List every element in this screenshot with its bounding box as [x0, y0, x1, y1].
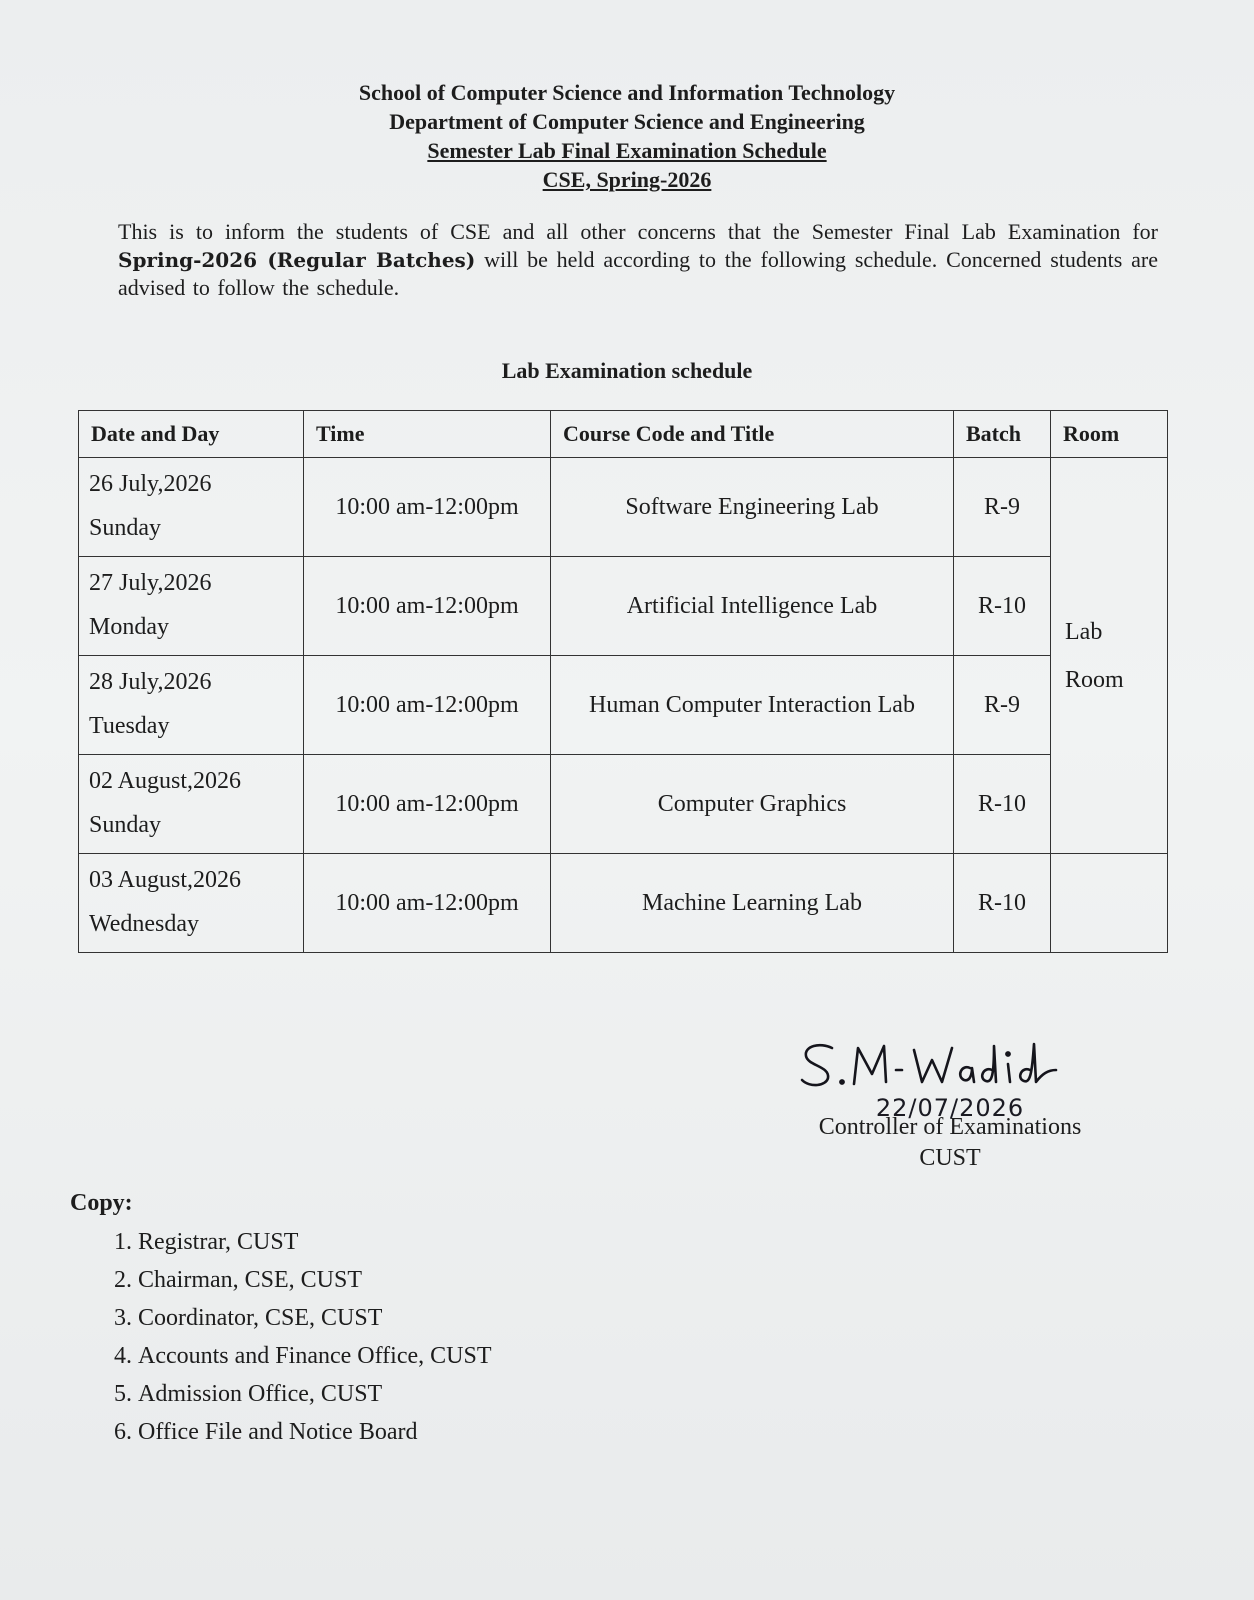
- intro-text-1: This is to inform the students of CSE and all other concerns that the Semester Final Lab Examination for: [118, 219, 1158, 244]
- header-date: Date and Day: [79, 411, 304, 458]
- signatory-org: CUST: [919, 1145, 981, 1171]
- intro-paragraph: [118, 218, 1158, 302]
- date-cell: [79, 458, 304, 557]
- exam-day: Sunday: [89, 515, 161, 541]
- room-line-1: Lab: [1065, 618, 1103, 645]
- date-cell: [79, 755, 304, 854]
- header-course: Course Code and Title: [551, 411, 954, 458]
- handwritten-signature: [780, 1040, 1120, 1120]
- copy-list: [70, 1223, 491, 1451]
- table-row: [79, 557, 1168, 656]
- signature-date: 22/07/2026: [875, 1094, 1025, 1120]
- course-cell: Human Computer Interaction Lab: [551, 656, 954, 755]
- time-cell: 10:00 am-12:00pm: [304, 656, 551, 755]
- exam-date: 28 July,2026: [89, 669, 212, 695]
- table-row: [79, 755, 1168, 854]
- list-item: 6. Office File and Notice Board: [138, 1413, 491, 1451]
- copy-list-block: [70, 1190, 491, 1451]
- date-cell: [79, 557, 304, 656]
- department-name: Department of Computer Science and Engineering: [389, 109, 865, 134]
- list-item: 2. Chairman, CSE, CUST: [138, 1261, 491, 1299]
- document-header: [0, 78, 1254, 194]
- date-cell: [79, 656, 304, 755]
- schedule-table: [78, 410, 1168, 953]
- time-cell: 10:00 am-12:00pm: [304, 755, 551, 854]
- time-cell: 10:00 am-12:00pm: [304, 557, 551, 656]
- exam-date: 26 July,2026: [89, 471, 212, 497]
- batch-cell: R-10: [954, 854, 1051, 953]
- signatory-title: Controller of Examinations: [818, 1114, 1082, 1140]
- table-row: [79, 656, 1168, 755]
- exam-date: 03 August,2026: [89, 867, 242, 893]
- course-cell: Machine Learning Lab: [551, 854, 954, 953]
- school-name: School of Computer Science and Information Technology: [358, 80, 896, 105]
- list-item: 3. Coordinator, CSE, CUST: [138, 1299, 491, 1337]
- intro-batch-highlight: Spring-2026 (Regular Batches): [118, 248, 476, 272]
- room-cell-empty: [1051, 854, 1168, 953]
- table-row: [79, 854, 1168, 953]
- header-batch: Batch: [954, 411, 1051, 458]
- table-row: [79, 458, 1168, 557]
- exam-day: Monday: [89, 614, 169, 640]
- course-cell: Artificial Intelligence Lab: [551, 557, 954, 656]
- list-item: 4. Accounts and Finance Office, CUST: [138, 1337, 491, 1375]
- exam-date: 27 July,2026: [89, 570, 212, 596]
- course-cell: Software Engineering Lab: [551, 458, 954, 557]
- room-line-2: Room: [1065, 666, 1124, 693]
- header-time: Time: [304, 411, 551, 458]
- exam-date: 02 August,2026: [89, 768, 242, 794]
- exam-day: Tuesday: [89, 713, 170, 739]
- table-header-row: [79, 411, 1168, 458]
- list-item: 1. Registrar, CUST: [138, 1223, 491, 1261]
- intro-text-2: will be held according to the following schedule. Concerned students are advised to follow the schedule.: [118, 247, 1158, 300]
- batch-cell: R-9: [954, 656, 1051, 755]
- course-cell: Computer Graphics: [551, 755, 954, 854]
- table-title: Lab Examination schedule: [501, 358, 753, 383]
- time-cell: 10:00 am-12:00pm: [304, 854, 551, 953]
- list-item: 5. Admission Office, CUST: [138, 1375, 491, 1413]
- exam-day: Sunday: [89, 812, 161, 838]
- signature-block: [770, 1040, 1130, 1172]
- room-cell: [1051, 458, 1168, 854]
- batch-cell: R-10: [954, 755, 1051, 854]
- time-cell: 10:00 am-12:00pm: [304, 458, 551, 557]
- header-room: Room: [1051, 411, 1168, 458]
- batch-cell: R-9: [954, 458, 1051, 557]
- exam-day: Wednesday: [89, 911, 200, 937]
- batch-cell: R-10: [954, 557, 1051, 656]
- date-cell: [79, 854, 304, 953]
- term-title: CSE, Spring-2026: [542, 167, 712, 192]
- copy-label: Copy:: [70, 1190, 133, 1216]
- schedule-title: Semester Lab Final Examination Schedule: [427, 138, 827, 163]
